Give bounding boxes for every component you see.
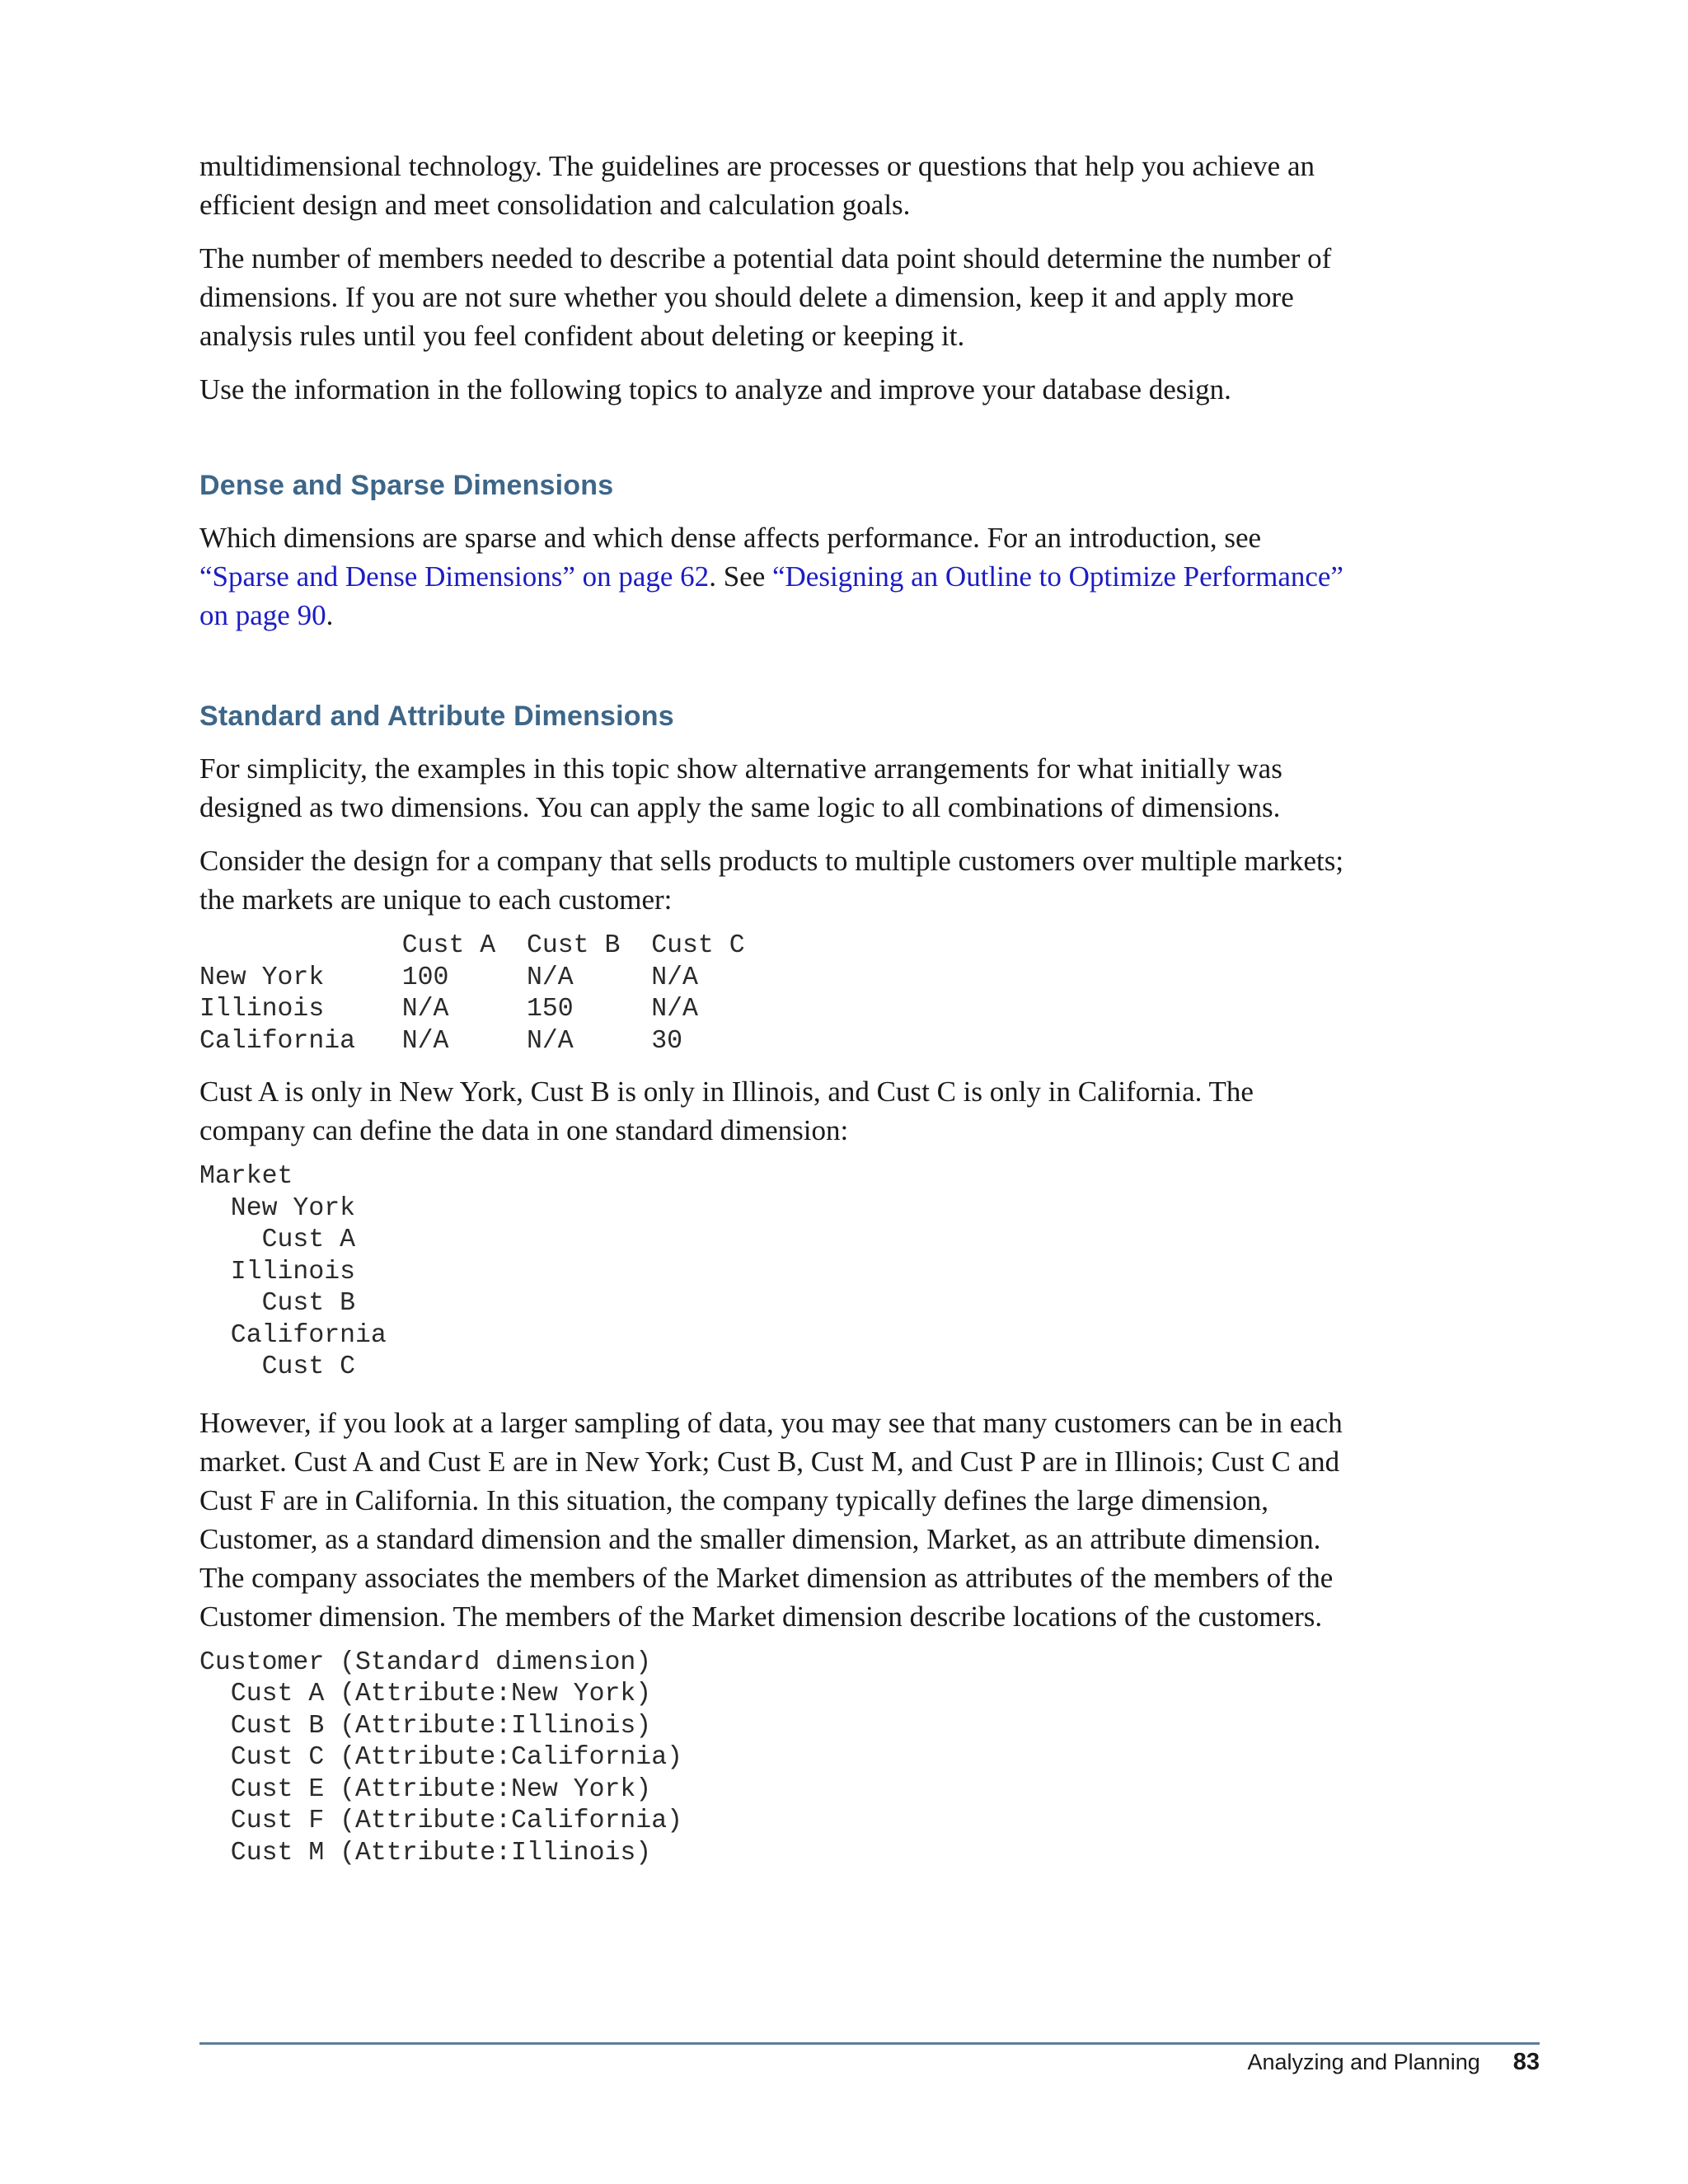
page-footer: [1248, 2049, 1540, 2076]
dense-sparse-text-after: .: [326, 599, 334, 631]
page-content: [199, 147, 1353, 1869]
page-number: 83: [1512, 2049, 1540, 2075]
standard-attribute-paragraph-3: Cust A is only in New York, Cust B is only in Illinois, and Cust C is only in California. The company can define the data in one standard dimension:: [199, 1076, 1254, 1146]
intro-paragraph-1: multidimensional technology. The guidelines are processes or questions that help you achieve an efficient design and meet consolidation and calculation goals.: [199, 150, 1315, 221]
section-heading-standard-attribute: Standard and Attribute Dimensions: [199, 701, 674, 732]
market-outline-code: Market New York Cust A Illinois Cust B California Cust C: [199, 1162, 387, 1381]
standard-attribute-paragraph-2: Consider the design for a company that sells products to multiple customers over multiple markets; the markets are unique to each customer:: [199, 845, 1344, 916]
dense-sparse-paragraph: [199, 518, 1353, 635]
section-heading-dense-sparse: Dense and Sparse Dimensions: [199, 470, 614, 501]
link-designing-outline[interactable]: “Designing an Outline to Optimize Performance” on page 90: [199, 560, 1343, 631]
dense-sparse-text-before: Which dimensions are sparse and which dense affects performance. For an introduction, see: [199, 522, 1262, 554]
link-sparse-dense-dimensions[interactable]: “Sparse and Dense Dimensions” on page 62: [199, 560, 710, 593]
customer-market-table-code: Cust A Cust B Cust C New York 100 N/A N/A Illinois N/A 150 N/A California N/A N/A 30: [199, 931, 745, 1056]
intro-paragraph-2: The number of members needed to describe a potential data point should determine the number of dimensions. If you are not sure whether you should delete a dimension, keep it and apply more analysis rules until you feel confident about deleting or keeping it.: [199, 242, 1332, 352]
dense-sparse-text-mid: . See: [709, 560, 772, 593]
customer-outline-code: Customer (Standard dimension) Cust A (Attribute:New York) Cust B (Attribute:Illinois) Cust C (Attribute:California) Cust E (Attribute:New York) Cust F (Attribute:California) Cust M (Attribute:Illinois): [199, 1647, 682, 1868]
footer-chapter-title: Analyzing and Planning: [1247, 2050, 1480, 2074]
standard-attribute-paragraph-4: However, if you look at a larger sampling of data, you may see that many customers can be in each market. Cust A and Cust E are in New York; Cust B, Cust M, and Cust P are in Illinois; Cust C and Cust F are in California. In this situation, the company typically defines the large dimension, Customer, as a standard dimension and the smaller dimension, Market, as an attribute dimension. The company associates the members of the Market dimension as attributes of the members of the Customer dimension. The members of the Market dimension describe locations of the customers.: [199, 1406, 1343, 1633]
standard-attribute-paragraph-1: For simplicity, the examples in this topic show alternative arrangements for what initially was designed as two dimensions. You can apply the same logic to all combinations of dimensions.: [199, 752, 1282, 823]
footer-divider: [199, 2042, 1540, 2045]
intro-paragraph-3: Use the information in the following topics to analyze and improve your database design.: [199, 373, 1231, 405]
